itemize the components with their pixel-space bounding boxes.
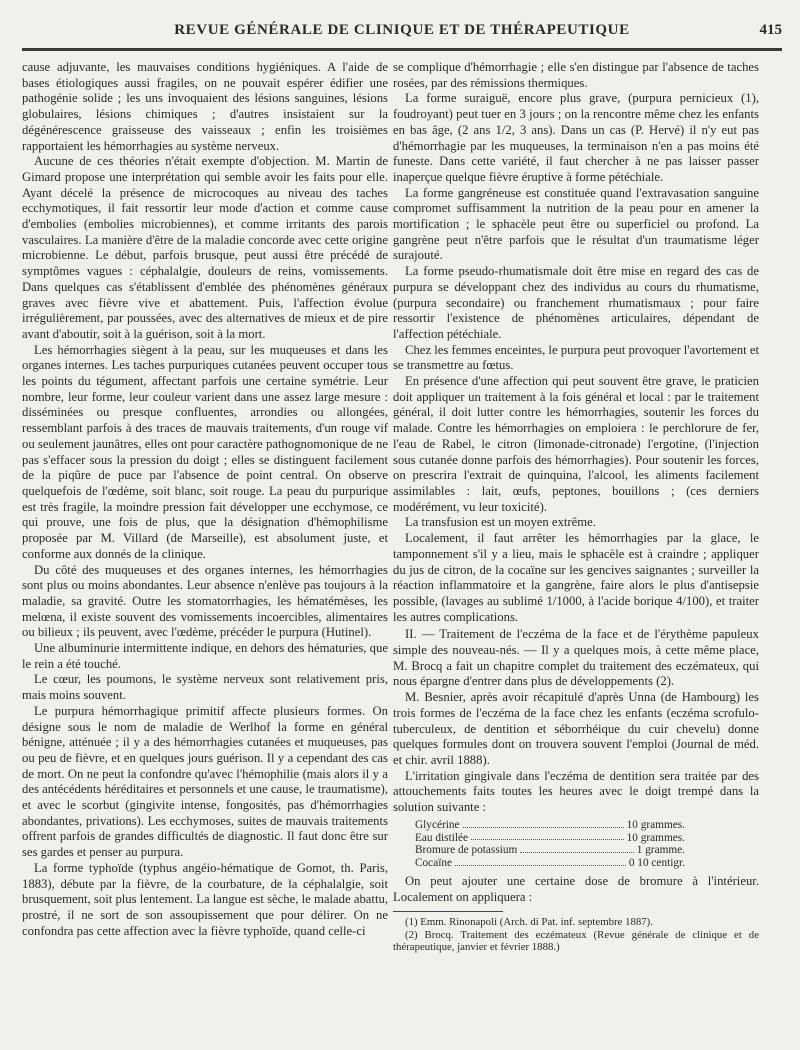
leader-dots — [463, 819, 624, 828]
ingredient-name: Eau distilée — [415, 831, 469, 844]
header-rule — [22, 48, 782, 51]
paragraph: Une albuminurie intermittente indique, en dehors des hématuries, que le rein a été touché. — [22, 641, 388, 671]
paragraph: Le cœur, les poumons, le système nerveux sont relativement pris, mais moins souvent. — [22, 672, 388, 703]
leader-dots — [471, 832, 624, 841]
formula-row — [415, 844, 685, 857]
paragraph: La forme typhoïde (typhus angéio-hématique de Gomot, th. Paris, 1883), débute par la fièvre, de la courbature, de la céphalalgie, soit brusquement, soit plus lentement. La langue est sèche, le malade abattu, prostré, il ne sort de son assoupissement que pour délirer. On ne confondra pas cette affection avec la fièvre typhoïde, quand celle-ci — [22, 860, 388, 938]
prescription-formula — [415, 819, 685, 870]
paragraph: Les hémorrhagies siègent à la peau, sur les muqueuses et dans les organes internes. Les taches purpuriques cutanées peuvent occuper tous les points du tégument, affectant parfois une certaine symétrie. Leur nombre, leur forme, leur couleur varient dans une assez large mesure : disséminées ou presque confluentes, arrondies ou allongées, ressemblant parfois à des traces de mauvais traitements, d'un rouge vif ou seulement jaunâtres, elles ont pour caractère pathognomonique de ne pas s'effacer sous la pression du doigt ; elles se distinguent facilement de la piqûre de puce par l'absence de point central. On observe quelquefois de l'œdème, soit blanc, soit rouge. La peau du purpurique est très fragile, la moindre pression fait développer une ecchymose, ce qui prouve, une fois de plus, que la désignation d'hémophilisme proposée par M. Villard (de Marseille), est absolument juste, et conforme aux donnés de la clinique. — [22, 342, 388, 561]
ingredient-dose: 10 grammes. — [626, 831, 685, 844]
paragraph: Le purpura hémorrhagique primitif affecte plusieurs formes. On désigne sous le nom de maladie de Werlhof la forme en général bénigne, atténuée ; il y a des hémorrhagies cutanées et muqueuses, pas ou peu de fièvre, et en quelques jours guérison. Il y a cependant des cas de mort. On ne peut la confondre qu'avec l'hémophilie (mais alors il y a des antécédents héréditaires et personnels et une cause, le traumatisme), et avec le scorbut (gingivite intense, fongosités, pas d'hémorrhagies abondantes, privations). Les ecchymoses, suites de mauvais traitements offrent parfois de grandes difficultés de diagnostic. Il faut donc être sur ses gardes et penser au purpura. — [22, 703, 388, 860]
formula-row — [415, 819, 685, 832]
paragraph: cause adjuvante, les mauvaises conditions hygiéniques. A l'aide de bases étiologiques aussi fragiles, on ne pouvait espérer édifier une pathogénie solide ; les uns invoquaient des lésions sanguines, lésions globulaires, lésions chimiques ; d'autres insistaient sur la dégénérescence graisseuse des vaisseaux ; enfin les troisièmes rapportaient les hémorrhagies au système nerveux. — [22, 60, 388, 153]
formula-row — [415, 857, 685, 870]
paragraph: On peut ajouter une certaine dose de bromure à l'intérieur. Localement on appliquera : — [393, 873, 759, 904]
ingredient-dose: 0 10 centigr. — [628, 857, 685, 870]
section-paragraph: II. — Traitement de l'eczéma de la face et de l'érythème papuleux simple des nouveau-nés. — Il y a quelques mois, à cette même place, M. Brocq a fait un chapitre complet du traitement des eczémateux, qui nous épargne d'entrer dans plus de développements (2). — [393, 627, 759, 689]
journal-title: REVUE GÉNÉRALE DE CLINIQUE ET DE THÉRAPEUTIQUE — [174, 22, 630, 38]
ingredient-name: Cocaïne — [415, 857, 453, 870]
paragraph: L'irritation gingivale dans l'eczéma de dentition sera traitée par des attouchements faits toutes les heures avec le doigt trempé dans la solution suivante : — [393, 768, 759, 815]
paragraph: En présence d'une affection qui peut souvent être grave, le praticien doit appliquer un traitement à la fois général et local : par le traitement général, il doit lutter contre les hémorrhagies, soutenir les forces du malade. Contre les hémorrhagies on emploiera : le perchlorure de fer, l'eau de Rabel, le citron (limonade-citronade) l'ergotine, (l'injection sous cutanée donne parfois des hémorrhagies). Pour soutenir les forces, on prescrira l'extrait de quinquina, l'alcool, les aliments facilement assimilables : lait, œufs, peptones, bouillons ; (ces derniers modérément, vu leur toxicité). — [393, 374, 759, 514]
paragraph: Du côté des muqueuses et des organes internes, les hémorrhagies sont plus ou moins abondantes. Leur absence n'enlève pas toujours à la maladie, sa gravité. Outre les stomatorrhagies, les hématémèses, les melœna, il existe souvent des vomissements incoercibles, alimentaires ou bilieux ; ils peuvent, avec l'œdème, précéder le purpura (Hutinel). — [22, 562, 388, 640]
paragraph: se complique d'hémorrhagie ; elle s'en distingue par l'absence de taches rosées, par des rémissions thermiques. — [393, 60, 759, 90]
right-column — [393, 60, 759, 1040]
left-column — [22, 60, 388, 1040]
paragraph: Localement, il faut arrêter les hémorrhagies par la glace, le tamponnement s'il y a lieu, mais le sphacèle est à craindre ; appliquer du jus de citron, de la cocaïne sur les gencives saignantes ; surveiller la réaction inflammatoire et la gangrène, faire alors le plus d'antisepsie possible, (lavages au sublimé 1/1000, à l'acide borique 4/100), et traiter les autres complications. — [393, 531, 759, 624]
paragraph: La forme suraiguë, encore plus grave, (purpura pernicieux (1), foudroyant) peut tuer en 3 jours ; on la rencontre même chez les enfants en bas âge, (2 ans 1/2, 3 ans). Dans un cas (P. Hervé) il n'y eut pas d'hémorrhagie par les muqueuses, la terminaison n'en a pas moins été funeste. Dans cette variété, il faut chercher à ne pas laisser passer inaperçue quelque fièvre éruptive à forme pétéchiale. — [393, 91, 759, 184]
ingredient-name: Bromure de potassium — [415, 844, 518, 857]
paragraph: La transfusion est un moyen extrême. — [405, 515, 596, 530]
page-number: 415 — [759, 22, 782, 38]
leader-dots — [520, 844, 633, 853]
footnote: (2) Brocq. Traitement des eczémateux (Revue générale de clinique et de thérapeutique, janvier et février 1888.) — [393, 928, 759, 954]
paragraph: La forme gangréneuse est constituée quand l'extravasation sanguine compromet suffisamment la nutrition de la peau pour en amener la mortification ; le sphacèle peut être ou superficiel ou profond. La gangrène peut n'être parfois que le résultat d'un traumatisme léger surajouté. — [393, 185, 759, 263]
leader-dots — [455, 857, 626, 866]
paragraph: Chez les femmes enceintes, le purpura peut provoquer l'avortement et se transmettre au fœtus. — [393, 342, 759, 373]
paragraph: Aucune de ces théories n'était exempte d'objection. M. Martin de Gimard propose une interprétation qui semble avoir les faits pour elle. Ayant décelé la présence de microcoques au niveau des taches ecchymotiques, il fait ressortir leur mode d'action et comme cause d'embolies (embolies microbiennes), et comme irritants des parois vasculaires. La manière d'être de la maladie concorde avec cette origine microbienne. Le début, parfois brusque, peut aussi être précédé de symptômes vagues : céphalalgie, douleurs de reins, vomissements. Dans quelques cas s'établissent d'emblée des phénomènes généraux graves avec fièvre vive et abattement. Puis, l'affection évolue irrégulièrement, par poussées, avec des alternatives de mieux et de pire avant d'aboutir, soit à la guérison, soit à la mort. — [22, 154, 388, 341]
ingredient-name: Glycérine — [415, 818, 460, 831]
footnote-rule — [393, 911, 503, 912]
running-header — [22, 22, 782, 44]
formula-row — [415, 832, 685, 845]
paragraph: La forme pseudo-rhumatismale doit être mise en regard des cas de purpura se développant chez des individus au cours du rhumatisme, (purpura secondaire) ou franchement rhumatismaux ; pour faire ressortir l'existence de phénomènes articulaires, dépendant de l'affection pétéchiale. — [393, 264, 759, 341]
paragraph: M. Besnier, après avoir récapitulé d'après Unna (de Hambourg) les trois formes de l'eczéma de la face chez les enfants (eczéma scrofulo-tuberculeux, de dentition et séborrhéique du cuir chevelu) donne quelques formules dont on trouvera souvent l'emploi (Journal de méd. et chir. avril 1888). — [393, 690, 759, 767]
ingredient-dose: 10 grammes. — [626, 818, 685, 831]
ingredient-dose: 1 gramme. — [636, 844, 685, 857]
footnote: (1) Emm. Rinonapoli (Arch. di Pat. inf. septembre 1887). — [405, 916, 653, 929]
